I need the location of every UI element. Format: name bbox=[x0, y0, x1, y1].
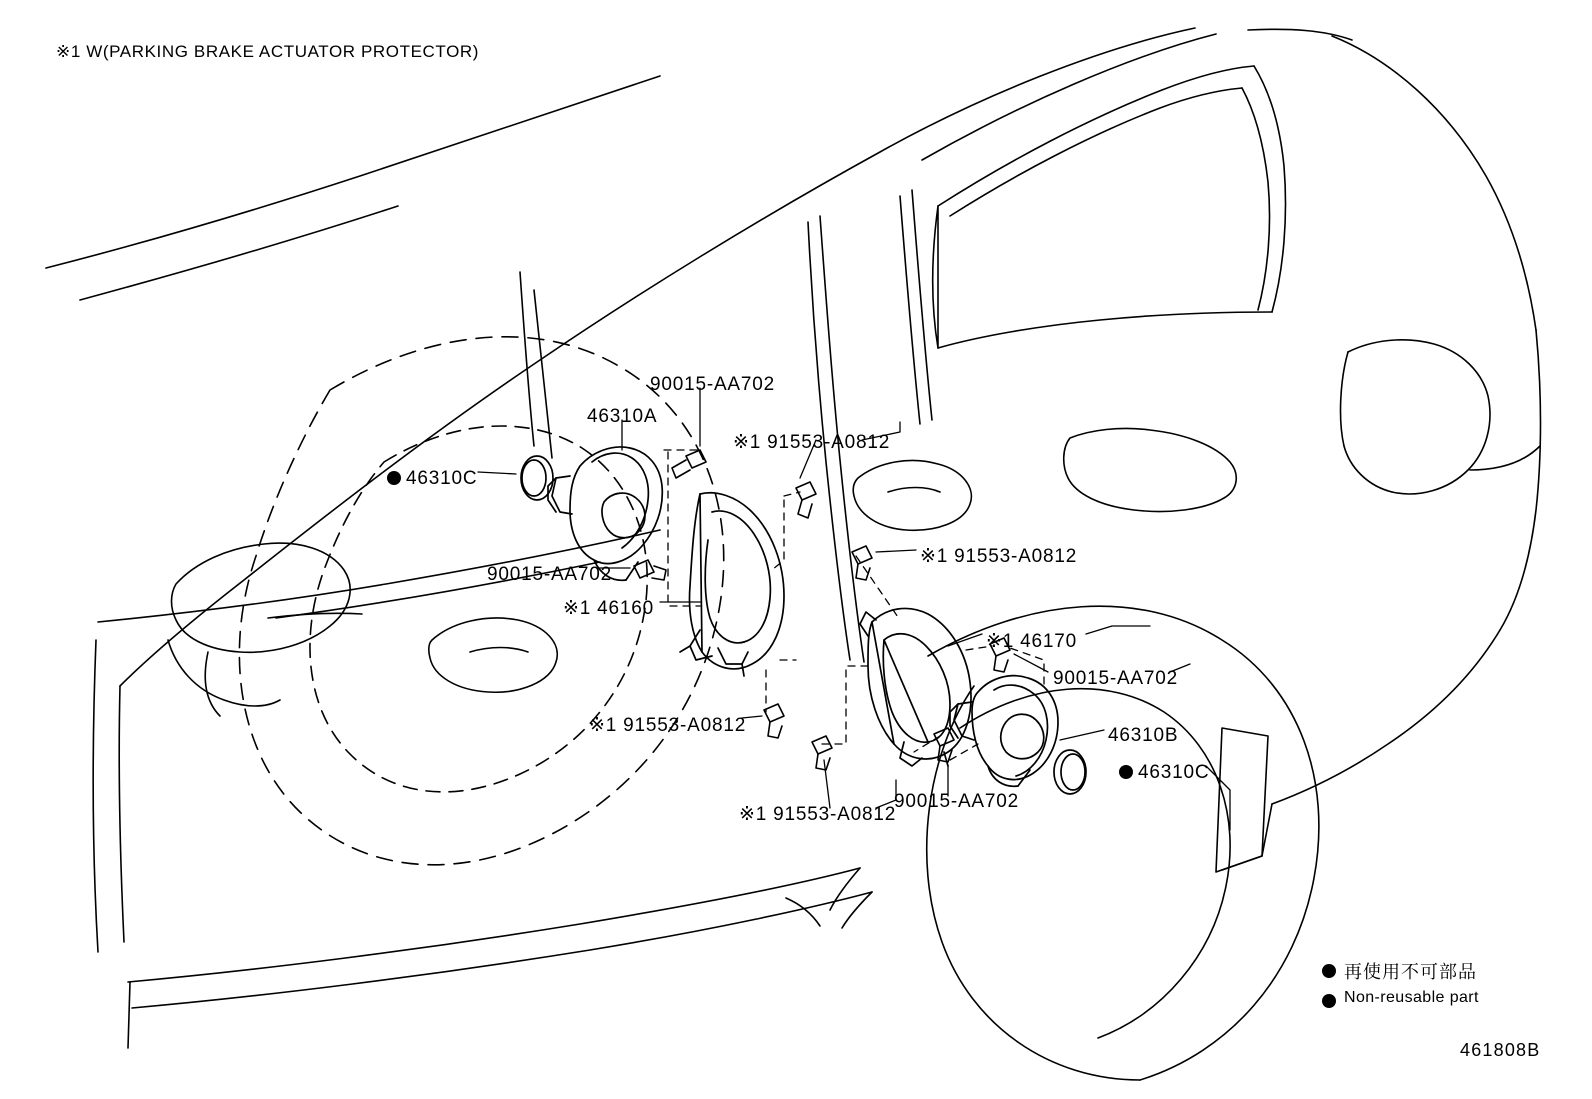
note-parking-brake-actuator-protector: ※1 W(PARKING BRAKE ACTUATOR PROTECTOR) bbox=[56, 42, 480, 61]
label-91553-A0812-upper-right: ※1 91553-A0812 bbox=[733, 432, 891, 453]
figure-code: 461808B bbox=[1460, 1040, 1541, 1060]
legend-label-en: Non-reusable part bbox=[1344, 989, 1479, 1006]
nonreusable-marker-right-icon bbox=[1119, 765, 1133, 779]
legend-dot-jp-icon bbox=[1322, 964, 1336, 978]
nonreusable-marker-left-icon bbox=[387, 471, 401, 485]
label-46310A: 46310A bbox=[587, 406, 658, 427]
label-46310B: 46310B bbox=[1108, 725, 1179, 746]
label-46310C-left: 46310C bbox=[406, 468, 478, 489]
label-91553-A0812-lower-left: ※1 91553-A0812 bbox=[589, 715, 747, 736]
label-46170: ※1 46170 bbox=[986, 631, 1077, 652]
label-46160: ※1 46160 bbox=[563, 598, 654, 619]
legend-dot-en-icon bbox=[1322, 994, 1336, 1008]
label-91553-A0812-bottom: ※1 91553-A0812 bbox=[739, 804, 897, 825]
label-90015-AA702-mid-right: 90015-AA702 bbox=[1053, 668, 1179, 689]
label-90015-AA702-bottom: 90015-AA702 bbox=[894, 791, 1020, 812]
label-91553-A0812-mid-right: ※1 91553-A0812 bbox=[920, 546, 1078, 567]
label-46310C-right: 46310C bbox=[1138, 762, 1210, 783]
legend-label-jp: 再使用不可部品 bbox=[1344, 962, 1477, 982]
label-90015-AA702-upper: 90015-AA702 bbox=[650, 374, 776, 395]
label-90015-AA702-mid-left: 90015-AA702 bbox=[487, 564, 613, 585]
